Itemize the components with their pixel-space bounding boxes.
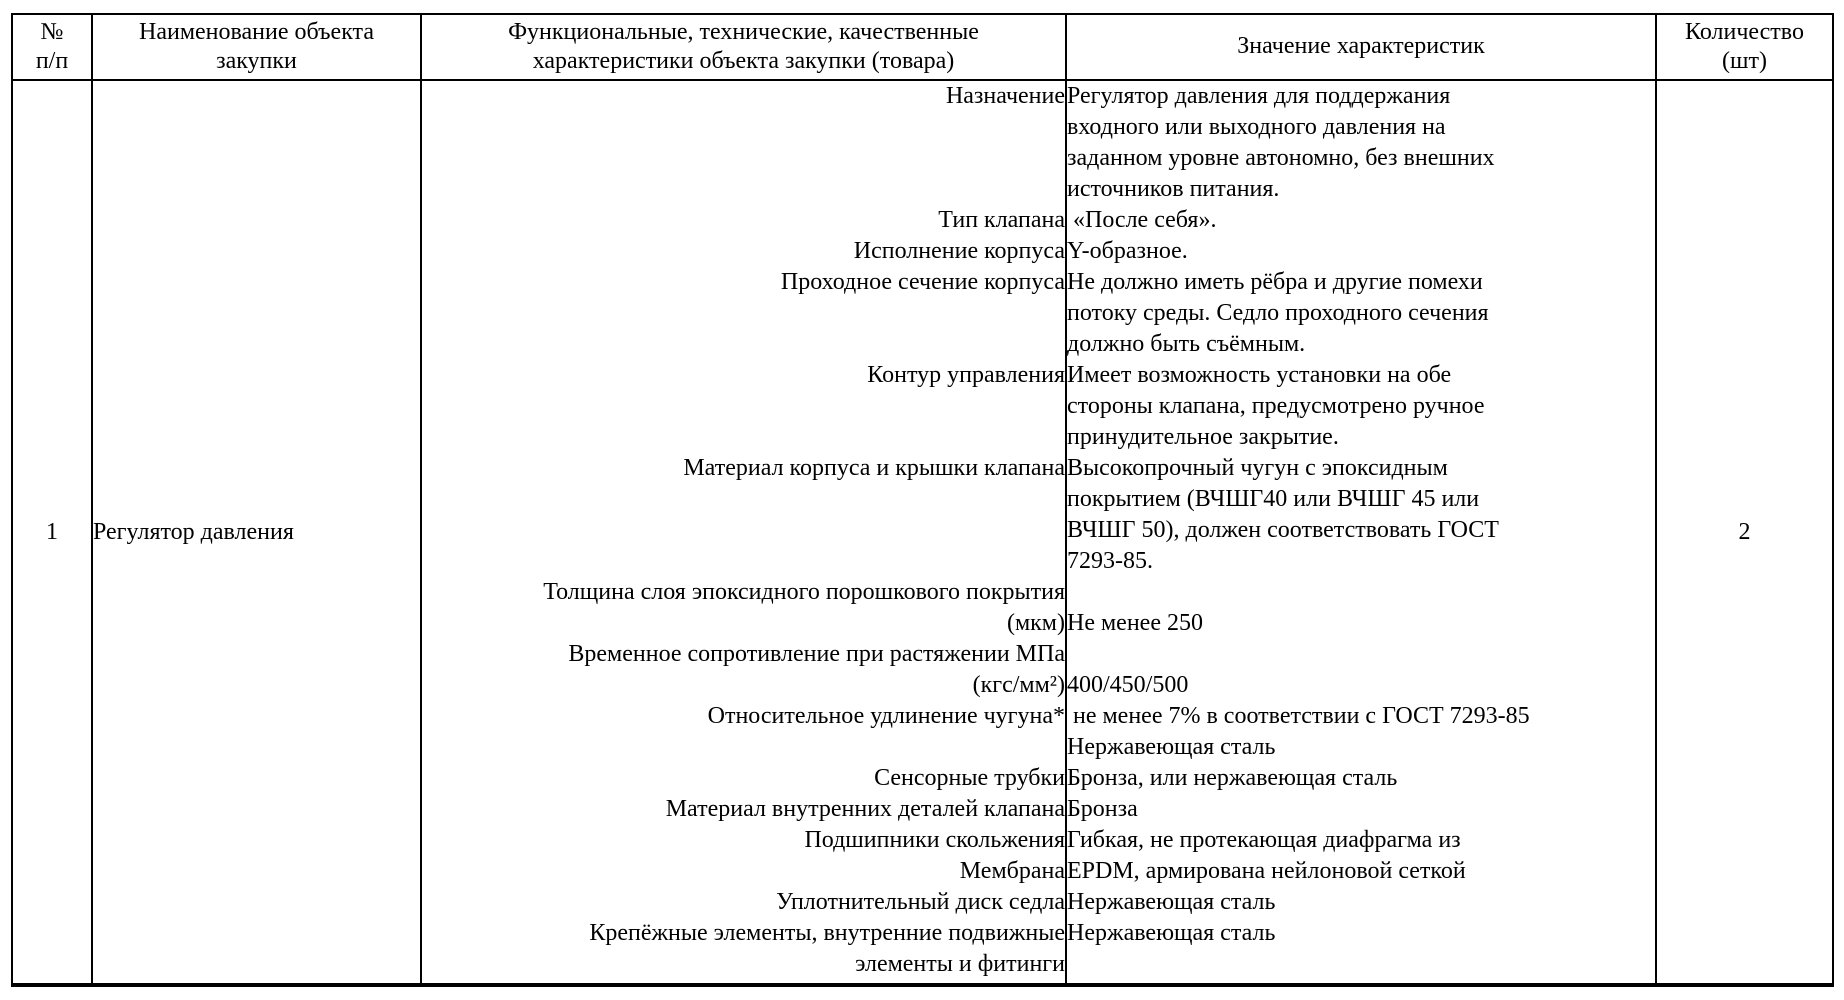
value-body-material-2: покрытием (ВЧШГ40 или ВЧШГ 45 или (1067, 486, 1480, 512)
value-body-design: Y-образное. (1067, 238, 1188, 264)
value-seat-disc: Нержавеющая сталь (1067, 889, 1276, 915)
header-characteristics-line-1: Функциональные, технические, качественные (508, 18, 979, 45)
param-valve-type: Тип клапана (938, 207, 1065, 233)
param-elongation: Относительное удлинение чугуна* (707, 703, 1065, 729)
param-body-material: Материал корпуса и крышки клапана (683, 455, 1065, 481)
header-characteristics-line-2: характеристики объекта закупки (товара) (532, 47, 955, 74)
header-values (1066, 14, 1656, 80)
value-purpose-2: входного или выходного давления на (1067, 114, 1446, 140)
value-tensile-strength: 400/450/500 (1067, 672, 1189, 698)
header-values-label: Значение характеристик (1237, 33, 1485, 59)
item-name: Регулятор давления (92, 80, 421, 985)
header-quantity (1656, 14, 1833, 80)
header-item-name (92, 14, 421, 80)
value-fasteners: Нержавеющая сталь (1067, 920, 1276, 946)
value-elongation: не менее 7% в соответствии с ГОСТ 7293-85 (1067, 703, 1530, 729)
value-body-material-3: ВЧШГ 50), должен соответствовать ГОСТ (1067, 517, 1499, 543)
param-internal-parts-material: Материал внутренних деталей клапана (665, 796, 1065, 822)
param-tensile-strength: Временное сопротивление при растяжении МПа (568, 641, 1065, 667)
header-number-line-1: № (40, 18, 64, 45)
value-control-circuit-3: принудительное закрытие. (1067, 424, 1339, 450)
value-body-material-4: 7293-85. (1067, 548, 1153, 574)
param-purpose: Назначение (945, 83, 1065, 109)
row-number: 1 (12, 80, 92, 985)
specification-table-container (11, 13, 1832, 987)
value-body-bore-3: должно быть съёмным. (1067, 331, 1306, 357)
param-coating-thickness: Толщина слоя эпоксидного порошкового покрытия (543, 579, 1065, 605)
value-membrane-1: Гибкая, не протекающая диафрагма из (1067, 827, 1461, 853)
value-membrane-2: EPDM, армирована нейлоновой сеткой (1067, 858, 1466, 884)
header-characteristics (421, 14, 1066, 80)
characteristics-list (421, 80, 1066, 985)
value-body-bore-1: Не должно иметь рёбра и другие помехи (1067, 269, 1483, 295)
value-purpose-1: Регулятор давления для поддержания (1067, 83, 1451, 109)
header-item-name-line-1: Наименование объекта (139, 18, 374, 45)
value-valve-type: «После себя». (1067, 207, 1217, 233)
value-body-bore-2: потоку среды. Седло проходного сечения (1067, 300, 1489, 326)
param-body-bore: Проходное сечение корпуса (780, 269, 1065, 295)
value-sensor-tubes: Бронза, или нержавеющая сталь (1067, 765, 1398, 791)
value-internal-parts: Бронза (1067, 796, 1138, 822)
header-quantity-line-1: Количество (1685, 18, 1804, 45)
value-control-circuit-1: Имеет возможность установки на обе (1067, 362, 1452, 388)
param-fasteners: Крепёжные элементы, внутренние подвижные (589, 920, 1065, 946)
param-coating-thickness-unit: (мкм) (1006, 610, 1065, 636)
value-purpose-4: источников питания. (1067, 176, 1280, 202)
header-quantity-line-2: (шт) (1722, 47, 1767, 74)
param-tensile-strength-unit: (кгс/мм²) (972, 672, 1065, 698)
header-row (12, 14, 1833, 80)
value-coating-thickness: Не менее 250 (1067, 610, 1203, 636)
param-sensor-tubes: Сенсорные трубки (874, 765, 1065, 791)
header-number-line-2: п/п (35, 47, 69, 74)
value-stainless-steel: Нержавеющая сталь (1067, 734, 1276, 760)
param-control-circuit: Контур управления (867, 362, 1065, 388)
value-control-circuit-2: стороны клапана, предусмотрено ручное (1067, 393, 1485, 419)
param-seat-disc: Уплотнительный диск седла (776, 889, 1065, 915)
param-membrane: Мембрана (959, 858, 1065, 884)
table-row (12, 80, 1833, 985)
specification-table (11, 13, 1834, 987)
values-list (1066, 80, 1656, 985)
value-purpose-3: заданном уровне автономно, без внешних (1067, 145, 1495, 171)
param-fasteners-cont: элементы и фитинги (855, 951, 1065, 977)
param-plain-bearings: Подшипники скольжения (804, 827, 1065, 853)
value-body-material-1: Высокопрочный чугун с эпоксидным (1067, 455, 1448, 481)
header-item-name-line-2: закупки (216, 47, 297, 74)
param-body-design: Исполнение корпуса (853, 238, 1065, 264)
header-number (12, 14, 92, 80)
quantity: 2 (1656, 80, 1833, 985)
